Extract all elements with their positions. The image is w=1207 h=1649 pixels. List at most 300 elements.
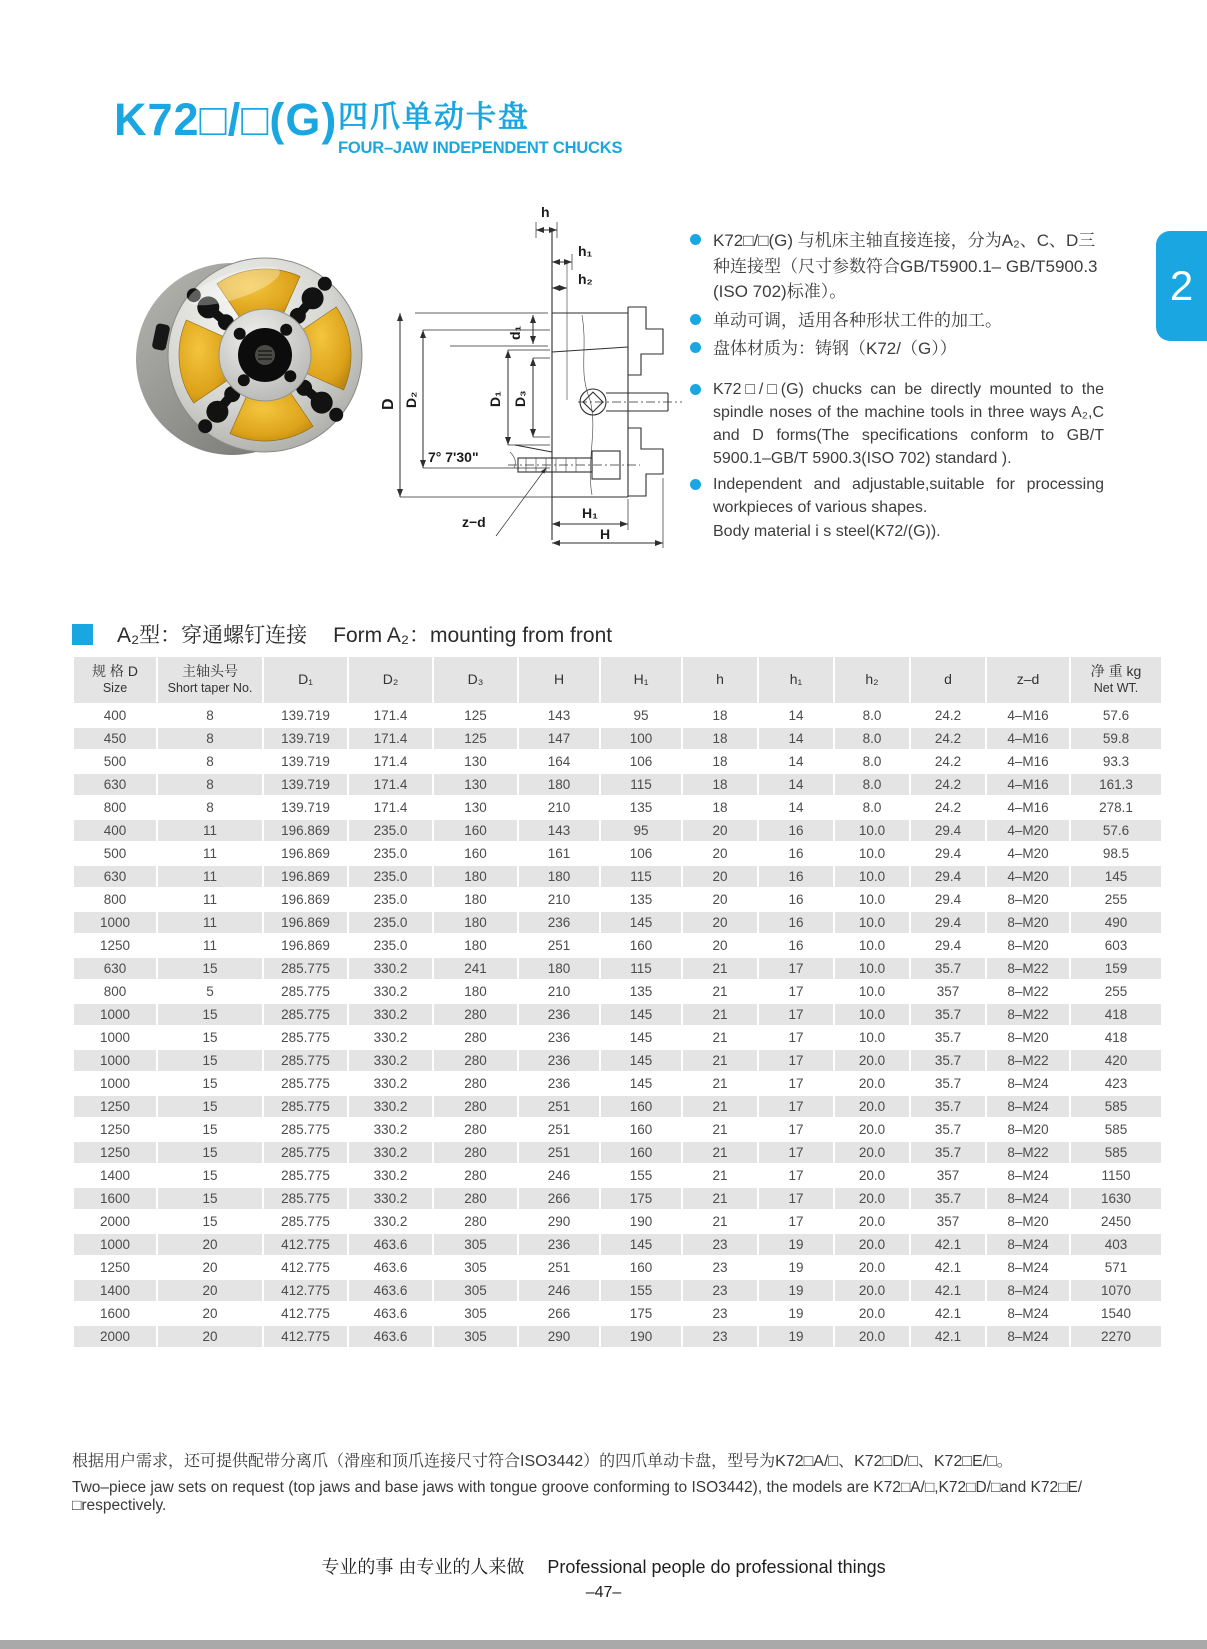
feature-text-continued: Body material i s steel(K72/(G)). <box>713 522 941 540</box>
table-cell: 11 <box>158 820 262 841</box>
column-header: z–d <box>987 657 1069 703</box>
table-cell: 42.1 <box>911 1234 985 1255</box>
table-cell: 29.4 <box>911 935 985 956</box>
column-header: 净 重 kg Net WT. <box>1071 657 1161 703</box>
table-cell: 357 <box>911 981 985 1002</box>
table-cell: 115 <box>601 774 681 795</box>
table-cell: 20.0 <box>835 1165 909 1186</box>
dim-label-h2: h₂ <box>578 271 593 287</box>
footer-slogan <box>0 1553 1207 1579</box>
table-cell: 10.0 <box>835 935 909 956</box>
table-cell: 10.0 <box>835 866 909 887</box>
table-row <box>74 1027 1161 1048</box>
table-cell: 285.775 <box>264 1073 347 1094</box>
table-cell: 1630 <box>1071 1188 1161 1209</box>
table-cell: 21 <box>683 981 757 1002</box>
feature-item <box>690 378 1104 471</box>
table-cell: 8.0 <box>835 751 909 772</box>
table-cell: 106 <box>601 751 681 772</box>
table-cell: 135 <box>601 889 681 910</box>
chapter-number: 2 <box>1169 262 1194 309</box>
table-cell: 210 <box>519 981 599 1002</box>
table-cell: 8–M20 <box>987 912 1069 933</box>
table-cell: 285.775 <box>264 1142 347 1163</box>
table-cell: 305 <box>434 1257 517 1278</box>
table-cell: 450 <box>74 728 156 749</box>
table-cell: 106 <box>601 843 681 864</box>
table-cell: 159 <box>1071 958 1161 979</box>
table-cell: 143 <box>519 705 599 726</box>
table-cell: 135 <box>601 797 681 818</box>
table-cell: 412.775 <box>264 1303 347 1324</box>
table-cell: 130 <box>434 751 517 772</box>
table-cell: 180 <box>434 981 517 1002</box>
table-cell: 15 <box>158 1004 262 1025</box>
table-cell: 130 <box>434 774 517 795</box>
table-cell: 18 <box>683 797 757 818</box>
table-cell: 251 <box>519 1119 599 1140</box>
table-cell: 139.719 <box>264 751 347 772</box>
feature-text: K72□/□(G) 与机床主轴直接连接，分为A₂、C、D三种连接型（尺寸参数符合GB/T5900.1– GB/T5900.3 (ISO 702)标准）。 <box>713 231 1098 301</box>
table-cell: 463.6 <box>349 1303 432 1324</box>
table-cell: 95 <box>601 705 681 726</box>
table-cell: 463.6 <box>349 1234 432 1255</box>
table-cell: 23 <box>683 1326 757 1347</box>
table-row <box>74 1234 1161 1255</box>
table-cell: 95 <box>601 820 681 841</box>
column-header: H <box>519 657 599 703</box>
table-row <box>74 1211 1161 1232</box>
table-cell: 4–M16 <box>987 705 1069 726</box>
column-header: H₁ <box>601 657 681 703</box>
table-cell: 115 <box>601 958 681 979</box>
table-cell: 35.7 <box>911 1050 985 1071</box>
table-cell: 29.4 <box>911 912 985 933</box>
table-cell: 20.0 <box>835 1073 909 1094</box>
table-cell: 235.0 <box>349 935 432 956</box>
table-cell: 180 <box>434 935 517 956</box>
table-cell: 21 <box>683 1073 757 1094</box>
table-cell: 20 <box>683 912 757 933</box>
table-cell: 800 <box>74 797 156 818</box>
table-cell: 1000 <box>74 1004 156 1025</box>
table-cell: 236 <box>519 1004 599 1025</box>
table-cell: 171.4 <box>349 705 432 726</box>
table-cell: 1600 <box>74 1303 156 1324</box>
table-cell: 8–M24 <box>987 1303 1069 1324</box>
table-cell: 19 <box>759 1303 833 1324</box>
table-cell: 8–M20 <box>987 1119 1069 1140</box>
table-cell: 15 <box>158 1050 262 1071</box>
table-cell: 17 <box>759 1211 833 1232</box>
table-cell: 20.0 <box>835 1326 909 1347</box>
table-row <box>74 1326 1161 1347</box>
table-cell: 42.1 <box>911 1326 985 1347</box>
page-edge-strip <box>0 1640 1207 1649</box>
table-cell: 1250 <box>74 1257 156 1278</box>
column-header: h₂ <box>835 657 909 703</box>
dim-label-D2: D₂ <box>403 391 419 408</box>
product-photo <box>132 238 382 478</box>
table-cell: 24.2 <box>911 751 985 772</box>
table-cell: 196.869 <box>264 889 347 910</box>
table-cell: 20.0 <box>835 1280 909 1301</box>
feature-text: Independent and adjustable,suitable for processing workpieces of various shapes. <box>713 476 1104 517</box>
column-header: D₃ <box>434 657 517 703</box>
table-cell: 16 <box>759 889 833 910</box>
table-cell: 20.0 <box>835 1050 909 1071</box>
table-cell: 21 <box>683 1119 757 1140</box>
table-cell: 10.0 <box>835 981 909 1002</box>
table-cell: 8.0 <box>835 797 909 818</box>
table-cell: 11 <box>158 935 262 956</box>
table-cell: 266 <box>519 1303 599 1324</box>
subtitle-chinese: 四爪单动卡盘 <box>338 101 530 134</box>
table-row <box>74 1257 1161 1278</box>
table-cell: 305 <box>434 1303 517 1324</box>
table-cell: 2270 <box>1071 1326 1161 1347</box>
table-cell: 24.2 <box>911 728 985 749</box>
table-cell: 8–M24 <box>987 1257 1069 1278</box>
table-cell: 20.0 <box>835 1257 909 1278</box>
table-cell: 8–M24 <box>987 1188 1069 1209</box>
table-cell: 210 <box>519 889 599 910</box>
table-cell: 1000 <box>74 1234 156 1255</box>
table-cell: 412.775 <box>264 1257 347 1278</box>
table-cell: 246 <box>519 1280 599 1301</box>
table-cell: 20 <box>158 1303 262 1324</box>
table-cell: 125 <box>434 728 517 749</box>
table-cell: 280 <box>434 1050 517 1071</box>
table-cell: 280 <box>434 1027 517 1048</box>
dim-label-d1: d₁ <box>507 325 523 340</box>
dim-label-D3: D₃ <box>512 390 528 407</box>
table-cell: 17 <box>759 1165 833 1186</box>
table-cell: 18 <box>683 705 757 726</box>
table-row <box>74 1004 1161 1025</box>
table-cell: 255 <box>1071 889 1161 910</box>
table-cell: 330.2 <box>349 1096 432 1117</box>
table-cell: 412.775 <box>264 1234 347 1255</box>
footnote-chinese: 根据用户需求，还可提供配带分离爪（滑座和顶爪连接尺寸符合ISO3442）的四爪单动卡盘，型号为K72□A/□、K72□D/□、K72□E/□。 <box>72 1453 1013 1470</box>
table-cell: 463.6 <box>349 1257 432 1278</box>
table-cell: 400 <box>74 820 156 841</box>
table-cell: 285.775 <box>264 1165 347 1186</box>
table-cell: 35.7 <box>911 958 985 979</box>
table-cell: 21 <box>683 1211 757 1232</box>
table-cell: 330.2 <box>349 1073 432 1094</box>
table-cell: 8–M24 <box>987 1096 1069 1117</box>
table-cell: 8–M22 <box>987 1142 1069 1163</box>
bullet-icon <box>690 479 701 490</box>
table-cell: 16 <box>759 866 833 887</box>
table-cell: 8.0 <box>835 774 909 795</box>
table-cell: 35.7 <box>911 1142 985 1163</box>
table-cell: 235.0 <box>349 866 432 887</box>
table-cell: 15 <box>158 1165 262 1186</box>
table-cell: 147 <box>519 728 599 749</box>
table-cell: 160 <box>601 935 681 956</box>
table-cell: 139.719 <box>264 705 347 726</box>
table-cell: 21 <box>683 1027 757 1048</box>
table-cell: 130 <box>434 797 517 818</box>
table-cell: 35.7 <box>911 1073 985 1094</box>
table-cell: 8 <box>158 705 262 726</box>
table-cell: 10.0 <box>835 820 909 841</box>
table-cell: 246 <box>519 1165 599 1186</box>
page-subtitle <box>338 92 622 158</box>
table-cell: 463.6 <box>349 1280 432 1301</box>
feature-item <box>690 228 1104 305</box>
table-cell: 2000 <box>74 1326 156 1347</box>
table-cell: 164 <box>519 751 599 772</box>
table-cell: 135 <box>601 981 681 1002</box>
table-cell: 21 <box>683 1050 757 1071</box>
slogan-english: Professional people do professional things <box>547 1557 886 1577</box>
table-cell: 330.2 <box>349 1119 432 1140</box>
table-cell: 1400 <box>74 1165 156 1186</box>
table-cell: 420 <box>1071 1050 1161 1071</box>
table-cell: 235.0 <box>349 820 432 841</box>
table-cell: 235.0 <box>349 912 432 933</box>
table-cell: 630 <box>74 958 156 979</box>
dim-label-zd: z−d <box>462 514 486 530</box>
table-cell: 15 <box>158 958 262 979</box>
chuck-photo-graphic <box>132 238 382 473</box>
table-cell: 16 <box>759 820 833 841</box>
table-cell: 4–M20 <box>987 866 1069 887</box>
table-cell: 20 <box>683 935 757 956</box>
table-cell: 8 <box>158 774 262 795</box>
table-cell: 98.5 <box>1071 843 1161 864</box>
table-cell: 19 <box>759 1326 833 1347</box>
table-cell: 161.3 <box>1071 774 1161 795</box>
table-cell: 280 <box>434 1119 517 1140</box>
table-cell: 280 <box>434 1142 517 1163</box>
table-cell: 290 <box>519 1211 599 1232</box>
chuck-section-drawing <box>350 200 690 552</box>
section-title-english: Form A₂：mounting from front <box>333 624 613 647</box>
table-cell: 19 <box>759 1280 833 1301</box>
footnotes <box>72 1448 1162 1515</box>
table-cell: 571 <box>1071 1257 1161 1278</box>
table-cell: 266 <box>519 1188 599 1209</box>
table-cell: 29.4 <box>911 866 985 887</box>
table-cell: 2450 <box>1071 1211 1161 1232</box>
table-cell: 603 <box>1071 935 1161 956</box>
table-cell: 241 <box>434 958 517 979</box>
column-header: 规 格 D Size <box>74 657 156 703</box>
table-row <box>74 1073 1161 1094</box>
table-cell: 236 <box>519 1027 599 1048</box>
table-cell: 15 <box>158 1027 262 1048</box>
table-cell: 285.775 <box>264 1096 347 1117</box>
table-row <box>74 866 1161 887</box>
table-cell: 10.0 <box>835 889 909 910</box>
table-row <box>74 1119 1161 1140</box>
table-cell: 1070 <box>1071 1280 1161 1301</box>
table-cell: 418 <box>1071 1004 1161 1025</box>
table-cell: 115 <box>601 866 681 887</box>
table-cell: 57.6 <box>1071 705 1161 726</box>
table-cell: 330.2 <box>349 1165 432 1186</box>
table-cell: 175 <box>601 1303 681 1324</box>
table-cell: 10.0 <box>835 912 909 933</box>
feature-list-chinese <box>690 228 1104 362</box>
table-cell: 145 <box>601 912 681 933</box>
table-cell: 1540 <box>1071 1303 1161 1324</box>
table-cell: 1250 <box>74 935 156 956</box>
table-cell: 8 <box>158 797 262 818</box>
feature-item <box>690 336 1104 362</box>
table-cell: 285.775 <box>264 1119 347 1140</box>
table-cell: 8–M22 <box>987 1004 1069 1025</box>
table-cell: 21 <box>683 958 757 979</box>
table-cell: 35.7 <box>911 1188 985 1209</box>
table-cell: 19 <box>759 1234 833 1255</box>
table-cell: 463.6 <box>349 1326 432 1347</box>
table-cell: 255 <box>1071 981 1161 1002</box>
table-cell: 285.775 <box>264 1188 347 1209</box>
feature-list-english <box>690 378 1104 543</box>
table-cell: 8–M20 <box>987 935 1069 956</box>
table-cell: 20 <box>158 1280 262 1301</box>
slogan-chinese: 专业的事 由专业的人来做 <box>321 1557 525 1577</box>
table-cell: 800 <box>74 981 156 1002</box>
table-cell: 160 <box>601 1142 681 1163</box>
table-row <box>74 1050 1161 1071</box>
table-cell: 145 <box>601 1234 681 1255</box>
bullet-icon <box>690 314 701 325</box>
table-cell: 8–M24 <box>987 1326 1069 1347</box>
table-cell: 330.2 <box>349 1004 432 1025</box>
table-row <box>74 1142 1161 1163</box>
table-cell: 5 <box>158 981 262 1002</box>
table-cell: 20 <box>683 820 757 841</box>
spec-table-body <box>74 705 1161 1347</box>
table-cell: 236 <box>519 1050 599 1071</box>
table-cell: 330.2 <box>349 1188 432 1209</box>
table-cell: 15 <box>158 1142 262 1163</box>
table-cell: 4–M20 <box>987 843 1069 864</box>
table-cell: 357 <box>911 1165 985 1186</box>
table-cell: 17 <box>759 981 833 1002</box>
table-cell: 21 <box>683 1004 757 1025</box>
table-cell: 330.2 <box>349 1050 432 1071</box>
table-cell: 155 <box>601 1165 681 1186</box>
table-cell: 251 <box>519 1096 599 1117</box>
feature-item <box>690 473 1104 543</box>
table-cell: 20 <box>158 1326 262 1347</box>
table-cell: 23 <box>683 1303 757 1324</box>
table-cell: 330.2 <box>349 958 432 979</box>
feature-text: 单动可调，适用各种形状工件的加工。 <box>713 310 1002 330</box>
table-cell: 145 <box>1071 866 1161 887</box>
table-cell: 236 <box>519 1073 599 1094</box>
product-model-title: K72□/□(G) <box>114 94 338 145</box>
table-cell: 14 <box>759 751 833 772</box>
table-cell: 330.2 <box>349 1211 432 1232</box>
table-cell: 196.869 <box>264 935 347 956</box>
table-cell: 280 <box>434 1004 517 1025</box>
table-cell: 15 <box>158 1119 262 1140</box>
table-cell: 23 <box>683 1234 757 1255</box>
table-cell: 8.0 <box>835 705 909 726</box>
page-number: –47– <box>585 1584 622 1601</box>
table-cell: 160 <box>601 1119 681 1140</box>
table-cell: 24.2 <box>911 774 985 795</box>
table-cell: 35.7 <box>911 1096 985 1117</box>
table-cell: 17 <box>759 958 833 979</box>
table-cell: 180 <box>519 774 599 795</box>
table-cell: 8 <box>158 728 262 749</box>
table-row <box>74 1188 1161 1209</box>
table-cell: 400 <box>74 705 156 726</box>
table-cell: 280 <box>434 1165 517 1186</box>
table-cell: 418 <box>1071 1027 1161 1048</box>
table-cell: 17 <box>759 1096 833 1117</box>
table-cell: 4–M20 <box>987 820 1069 841</box>
table-cell: 14 <box>759 774 833 795</box>
table-cell: 585 <box>1071 1142 1161 1163</box>
table-cell: 10.0 <box>835 1004 909 1025</box>
table-row <box>74 774 1161 795</box>
table-cell: 1250 <box>74 1096 156 1117</box>
table-cell: 42.1 <box>911 1257 985 1278</box>
table-cell: 29.4 <box>911 889 985 910</box>
table-cell: 171.4 <box>349 728 432 749</box>
table-row <box>74 843 1161 864</box>
feature-item <box>690 308 1104 334</box>
table-cell: 10.0 <box>835 958 909 979</box>
table-row <box>74 1165 1161 1186</box>
table-cell: 145 <box>601 1004 681 1025</box>
table-cell: 160 <box>601 1096 681 1117</box>
table-cell: 17 <box>759 1142 833 1163</box>
table-cell: 330.2 <box>349 1142 432 1163</box>
table-cell: 24.2 <box>911 705 985 726</box>
table-cell: 19 <box>759 1257 833 1278</box>
table-cell: 412.775 <box>264 1280 347 1301</box>
table-cell: 180 <box>434 912 517 933</box>
table-cell: 17 <box>759 1073 833 1094</box>
table-cell: 160 <box>601 1257 681 1278</box>
table-cell: 11 <box>158 889 262 910</box>
table-cell: 4–M16 <box>987 751 1069 772</box>
table-cell: 1000 <box>74 1073 156 1094</box>
table-cell: 21 <box>683 1142 757 1163</box>
table-cell: 10.0 <box>835 1027 909 1048</box>
table-cell: 20.0 <box>835 1234 909 1255</box>
table-cell: 171.4 <box>349 751 432 772</box>
table-cell: 42.1 <box>911 1280 985 1301</box>
section-heading <box>72 619 612 649</box>
table-cell: 285.775 <box>264 1211 347 1232</box>
table-cell: 412.775 <box>264 1326 347 1347</box>
table-cell: 330.2 <box>349 981 432 1002</box>
table-cell: 585 <box>1071 1096 1161 1117</box>
table-cell: 1000 <box>74 912 156 933</box>
table-cell: 196.869 <box>264 866 347 887</box>
table-cell: 251 <box>519 1142 599 1163</box>
table-row <box>74 912 1161 933</box>
table-cell: 23 <box>683 1257 757 1278</box>
feature-text: K72□/□(G) chucks can be directly mounted to the spindle noses of the machine tools in three ways A₂,C and D forms(The specifications conform to GB/T 5900.1–GB/T 5900.3(ISO 702) standard ). <box>713 380 1104 468</box>
table-cell: 11 <box>158 912 262 933</box>
table-cell: 180 <box>519 958 599 979</box>
table-cell: 20.0 <box>835 1211 909 1232</box>
table-cell: 8–M22 <box>987 981 1069 1002</box>
